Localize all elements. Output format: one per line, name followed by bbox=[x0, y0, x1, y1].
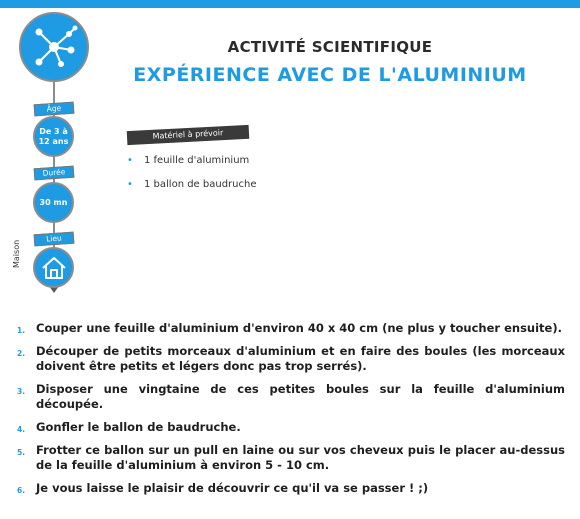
step-item bbox=[15, 382, 565, 412]
steps-list bbox=[15, 321, 565, 504]
step-text: Découper de petits morceaux d'aluminium et en faire des boules (les morceaux doivent être petits et légers donc pas trop serrés). bbox=[36, 344, 565, 373]
step-number: 6. bbox=[17, 486, 26, 495]
age-tag: Âge bbox=[34, 102, 75, 117]
place-value: Maison bbox=[12, 239, 21, 268]
top-accent-bar bbox=[0, 0, 580, 8]
step-text: Frotter ce ballon sur un pull en laine ou sur vos cheveux puis le placer au-dessus de la feuille d'aluminium à environ 5 - 10 cm. bbox=[36, 443, 565, 472]
duration-tag: Durée bbox=[34, 166, 75, 181]
house-icon bbox=[41, 256, 67, 280]
bullet-icon: • bbox=[127, 179, 133, 190]
age-value-line2: 12 ans bbox=[38, 136, 69, 146]
duration-value: 30 mn bbox=[39, 197, 68, 207]
material-item bbox=[127, 179, 257, 191]
bullet-icon: • bbox=[127, 155, 133, 166]
materials-list bbox=[127, 155, 257, 203]
step-item bbox=[15, 344, 565, 374]
step-text: Couper une feuille d'aluminium d'environ 40 x 40 cm (ne plus y toucher ensuite). bbox=[36, 321, 562, 335]
place-badge bbox=[33, 247, 74, 288]
age-badge bbox=[33, 116, 74, 157]
step-item bbox=[15, 321, 565, 336]
step-item bbox=[15, 420, 565, 435]
step-number: 2. bbox=[17, 349, 26, 358]
material-text: 1 feuille d'aluminium bbox=[144, 155, 250, 166]
activity-badge bbox=[19, 12, 89, 82]
step-number: 5. bbox=[17, 448, 26, 457]
step-text: Gonfler le ballon de baudruche. bbox=[36, 420, 241, 434]
material-text: 1 ballon de baudruche bbox=[144, 179, 257, 190]
molecule-network-icon bbox=[21, 14, 87, 80]
activity-category: ACTIVITÉ SCIENTIFIQUE bbox=[227, 38, 433, 56]
place-tag: Lieu bbox=[34, 232, 75, 247]
step-number: 1. bbox=[17, 326, 26, 335]
page-title: EXPÉRIENCE AVEC DE L'ALUMINIUM bbox=[133, 64, 527, 86]
materials-heading: Matériel à prévoir bbox=[127, 125, 250, 145]
duration-badge bbox=[33, 182, 74, 223]
step-number: 3. bbox=[17, 387, 26, 396]
step-item bbox=[15, 481, 565, 496]
step-number: 4. bbox=[17, 425, 26, 434]
material-item bbox=[127, 155, 257, 167]
step-text: Je vous laisse le plaisir de découvrir ce qu'il va se passer ! ;) bbox=[36, 481, 429, 495]
step-text: Disposer une vingtaine de ces petites boules sur la feuille d'aluminium découpée. bbox=[36, 382, 565, 411]
age-value-line1: De 3 à bbox=[39, 126, 68, 136]
step-item bbox=[15, 443, 565, 473]
